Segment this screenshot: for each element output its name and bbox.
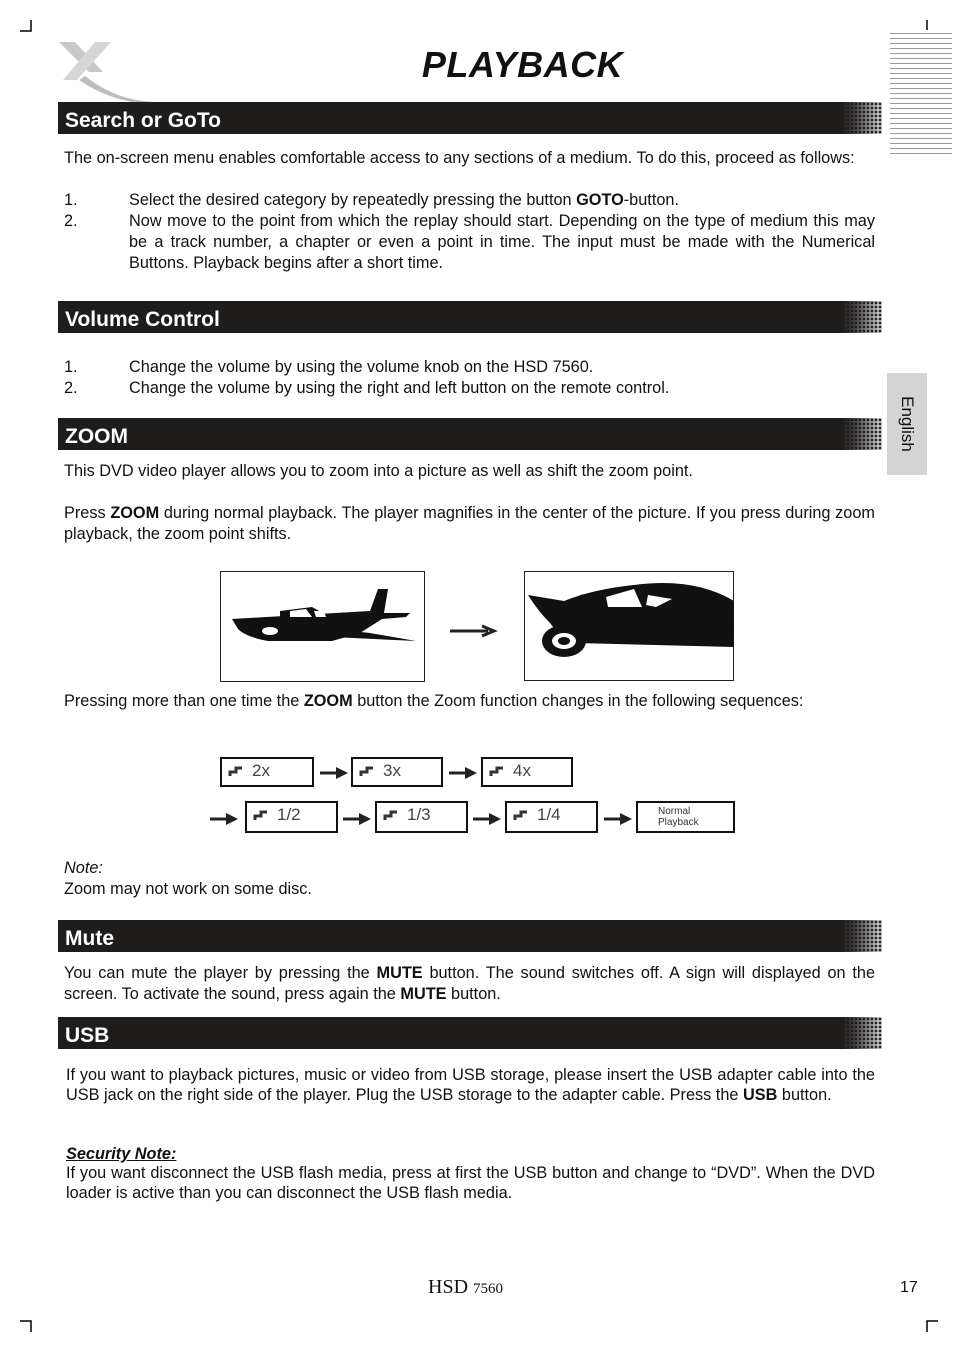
section-header-usb: [58, 1017, 882, 1049]
language-tab-label: English: [898, 396, 917, 452]
airplane-normal-illustration: [220, 571, 425, 682]
volume-step-1: 1. Change the volume by using the volume knob on the HSD 7560.: [64, 358, 594, 376]
zoom-note-text: Zoom may not work on some disc.: [64, 880, 312, 898]
arrow-right-icon: [341, 810, 373, 828]
crop-mark-top-left: [20, 20, 32, 32]
airplane-zoomed-illustration: [524, 571, 734, 681]
usb-security-label: Security Note:: [66, 1145, 177, 1163]
volume-step-2: 2. Change the volume by using the right and left button on the remote control.: [64, 379, 670, 397]
zoom-icon: [359, 764, 377, 778]
zoom-icon: [253, 808, 271, 822]
brand-logo: [55, 38, 155, 104]
search-step-1: 1. Select the desired category by repeatedly pressing the button GOTO-button.: [64, 191, 679, 209]
page-title: PLAYBACK: [421, 44, 624, 85]
zoom-step-4x: 4x: [481, 757, 573, 787]
zoom-step-1-4: 1/4: [505, 801, 598, 833]
search-step-2: 2. Now move to the point from which the replay should start. Depending on the type of medium this may be a track number, a chapter or even a point in time. The input must be made with the Numerical Buttons. Playback begins after a short time.: [64, 212, 875, 272]
section-title-volume: Volume Control: [65, 308, 220, 331]
section-header-zoom: [58, 418, 882, 450]
usb-security-text: If you want disconnect the USB flash media, press at first the USB button and change to “DVD”. When the DVD loader is active than you can disconnect the USB flash media.: [66, 1164, 875, 1202]
section-header-search: [58, 102, 882, 134]
zoom-icon: [383, 808, 401, 822]
zoom-step-1-3: 1/3: [375, 801, 468, 833]
crop-mark-bottom-right: [926, 1320, 938, 1332]
section-title-mute: Mute: [65, 927, 114, 950]
zoom-intro: This DVD video player allows you to zoom into a picture as well as shift the zoom point.: [64, 462, 693, 480]
section-header-mute: [58, 920, 882, 952]
language-tab: [887, 373, 927, 475]
section-title-usb: USB: [65, 1024, 110, 1047]
zoom-press-text: Press ZOOM during normal playback. The player magnifies in the center of the picture. If you press during zoom playback, the zoom point shifts.: [64, 504, 875, 543]
decorative-stripes: [890, 30, 952, 158]
usb-text: If you want to playback pictures, music or video from USB storage, please insert the USB adapter cable into the USB jack on the right side of the player. Plug the USB storage to the adapter cable. Press the USB button.: [66, 1066, 875, 1104]
zoom-step-1-2: 1/2: [245, 801, 338, 833]
zoom-icon: [489, 764, 507, 778]
zoom-sequence-text: Pressing more than one time the ZOOM button the Zoom function changes in the following sequences:: [64, 692, 804, 710]
footer-model-name: HSD 7560: [428, 1276, 504, 1298]
zoom-icon: [228, 764, 246, 778]
arrow-right-icon: [447, 764, 479, 782]
page-number: 17: [900, 1279, 918, 1296]
crop-mark-bottom-left: [20, 1320, 32, 1332]
zoom-step-2x: 2x: [220, 757, 314, 787]
arrow-right-icon: [208, 810, 240, 828]
section-title-zoom: ZOOM: [65, 425, 128, 448]
arrow-right-icon: [448, 622, 500, 640]
arrow-right-icon: [471, 810, 503, 828]
arrow-right-icon: [318, 764, 350, 782]
zoom-icon: [513, 808, 531, 822]
zoom-step-normal-playback: Normal Playback: [636, 801, 735, 833]
zoom-step-3x: 3x: [351, 757, 443, 787]
search-intro: The on-screen menu enables comfortable access to any sections of a medium. To do this, proceed as follows:: [64, 149, 855, 167]
section-title-search: Search or GoTo: [65, 109, 221, 132]
arrow-right-icon: [602, 810, 634, 828]
zoom-note-label: Note:: [64, 859, 103, 877]
mute-text: You can mute the player by pressing the MUTE button. The sound switches off. A sign will displayed on the screen. To activate the sound, press again the MUTE button.: [64, 964, 875, 1003]
section-header-volume: [58, 301, 882, 333]
